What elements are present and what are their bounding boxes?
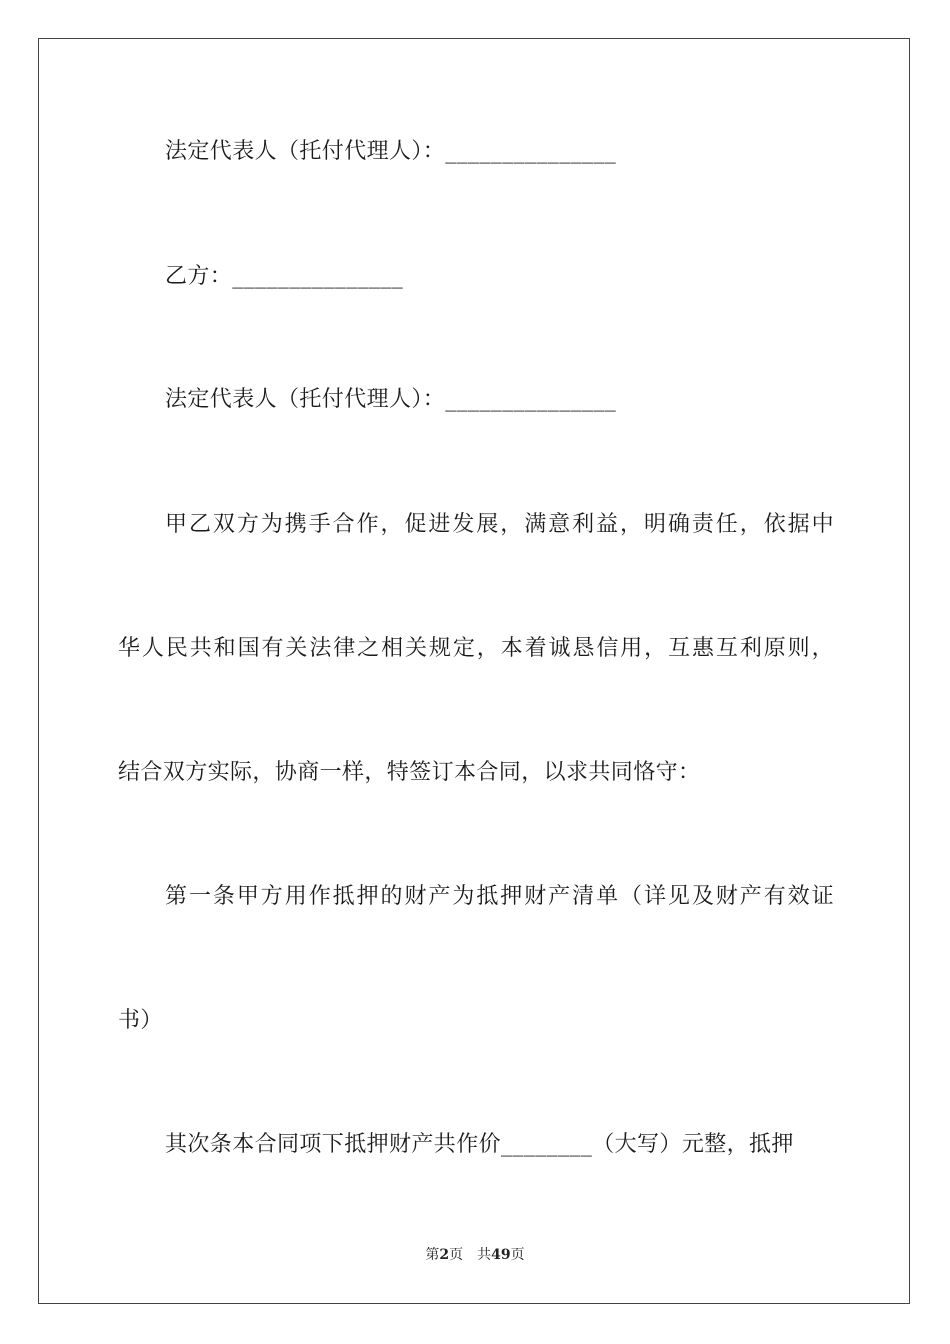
legal-rep-label: 法定代表人（托付代理人）： (165, 139, 446, 164)
paragraph-line: 结合双方实际，协商一样，特签订本合同，以求共同恪守： (118, 760, 701, 785)
article-one-line: 第一条甲方用作抵押的财产为抵押财产清单（详见及财产有效证 (165, 884, 834, 909)
total-suffix: 页 (510, 1247, 525, 1263)
article-two-text-before: 其次条本合同项下抵押财产共作价 (165, 1132, 502, 1157)
legal-rep-party-a-line (118, 137, 834, 167)
legal-rep-blank[interactable]: _______________ (445, 387, 617, 412)
legal-rep-label: 法定代表人（托付代理人）： (165, 387, 446, 412)
article-two-text-after: （大写）元整，抵押 (592, 1132, 794, 1157)
page-frame (38, 38, 910, 1304)
paragraph-line: 甲乙双方为携手合作，促进发展，满意利益，明确责任，依据中 (165, 512, 834, 537)
party-b-label: 乙方： (165, 264, 233, 289)
total-prefix: 共 (477, 1247, 492, 1263)
paragraph-line: 华人民共和国有关法律之相关规定，本着诚恳信用，互惠互利原则， (118, 636, 834, 661)
legal-rep-blank[interactable]: _______________ (445, 139, 617, 164)
article-one-continuation: 书） (118, 1008, 163, 1033)
article-two-line (118, 1130, 834, 1160)
page-suffix: 页 (449, 1247, 464, 1263)
party-b-blank[interactable]: _______________ (232, 264, 404, 289)
page-prefix: 第 (425, 1247, 440, 1263)
party-b-line (118, 262, 834, 292)
total-pages: 49 (491, 1247, 511, 1263)
page-number: 2 (439, 1247, 450, 1263)
page-footer (0, 1246, 950, 1264)
valuation-blank[interactable]: ________ (501, 1132, 593, 1157)
legal-rep-party-b-line (118, 385, 834, 415)
